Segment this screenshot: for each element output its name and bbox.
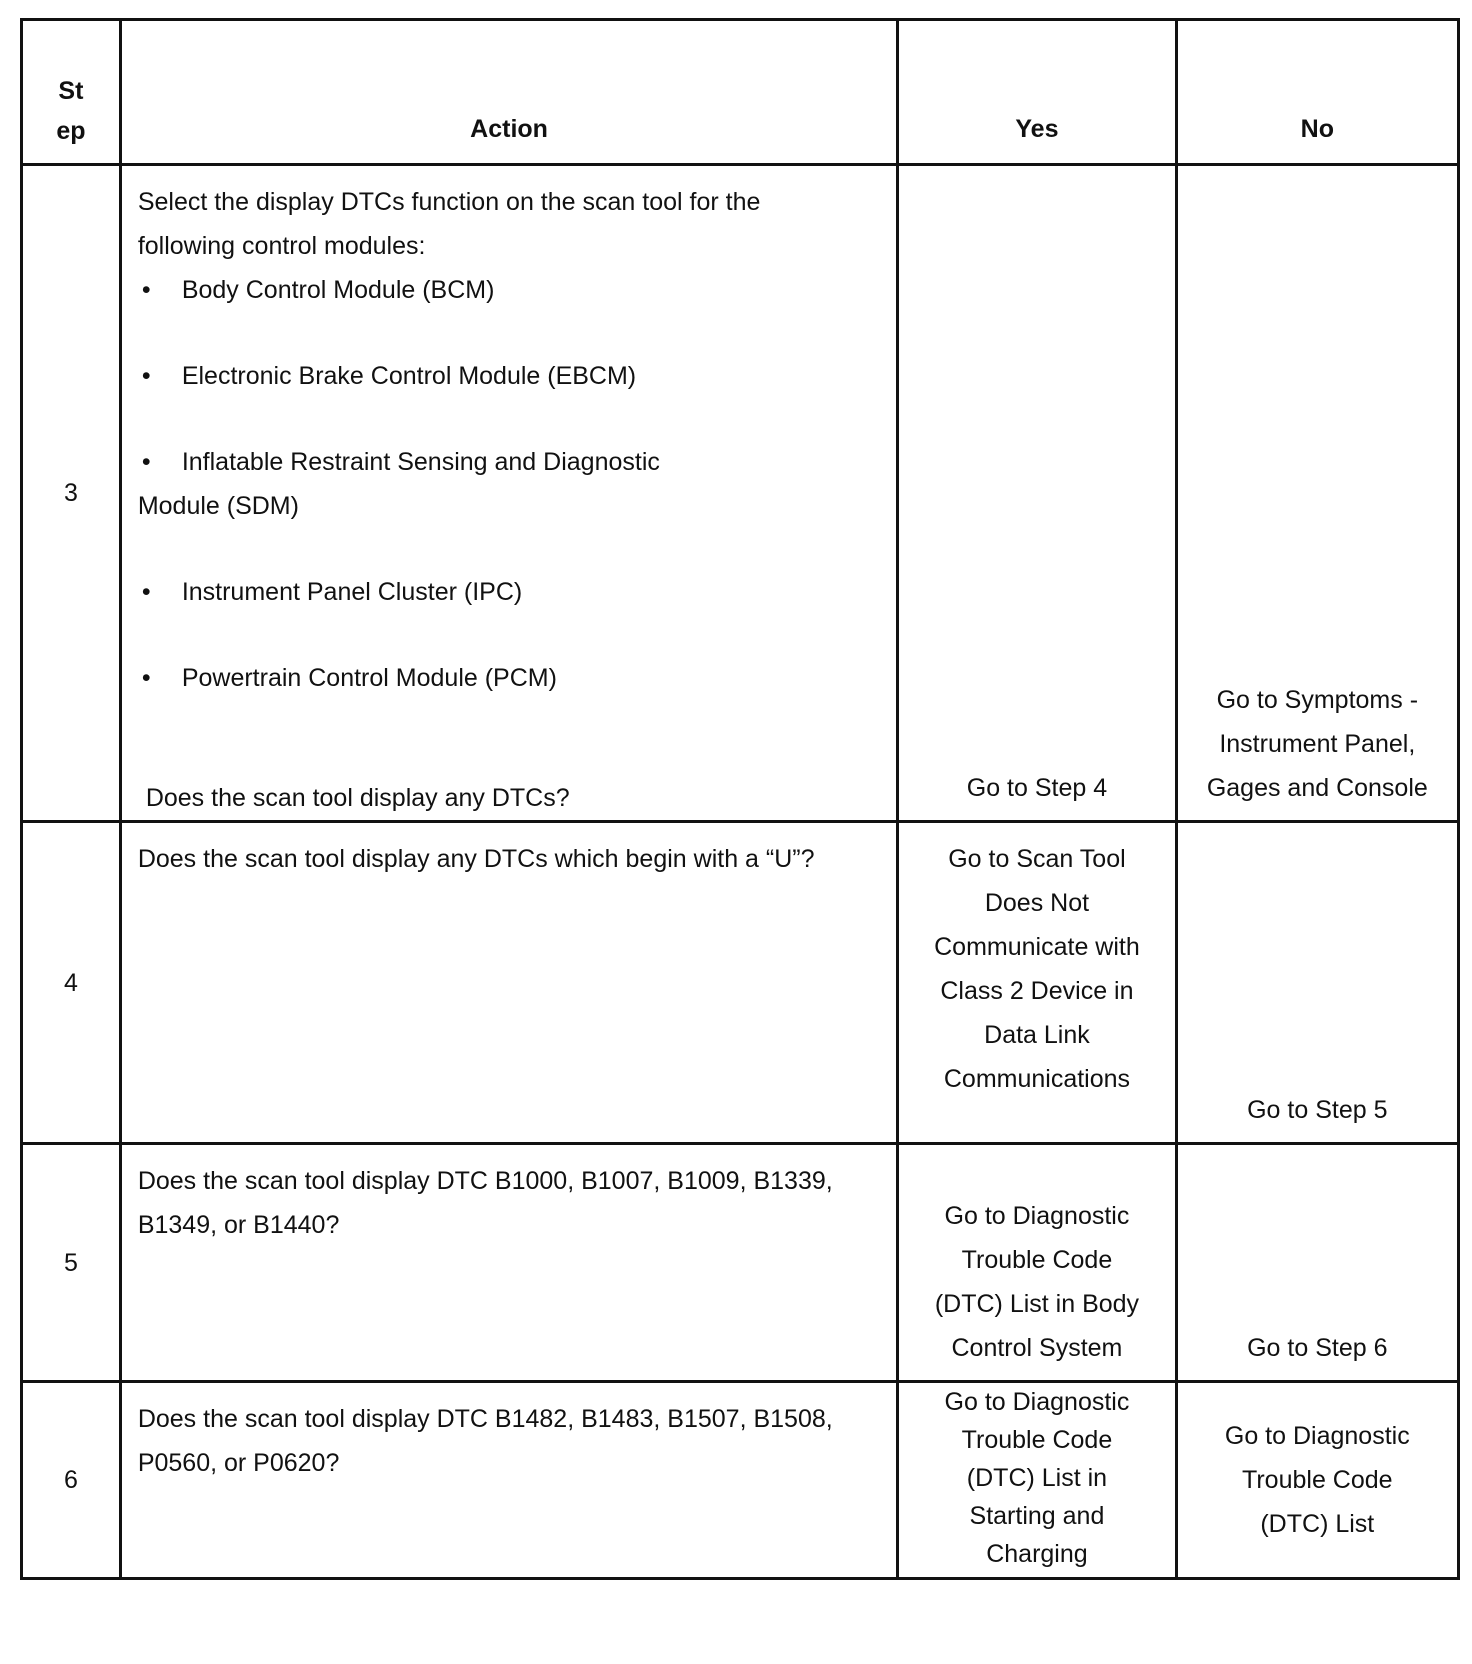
module-label: Instrument Panel Cluster (IPC) xyxy=(181,578,523,606)
no-cell xyxy=(1176,1382,1458,1579)
bullet-icon: • xyxy=(141,276,151,304)
module-label: Inflatable Restraint Sensing and Diagnostic Module (SDM) xyxy=(137,448,660,520)
action-text: Does the scan tool display DTC B1000, B1007, B1009, B1339, B1349, or B1440? xyxy=(137,1167,833,1239)
table-row-step-4 xyxy=(22,822,1459,1144)
action-text: Does the scan tool display any DTCs which begin with a “U”? xyxy=(137,845,815,873)
no-cell xyxy=(1176,165,1458,822)
action-intro: Select the display DTCs function on the scan tool for the following control modules: xyxy=(137,188,761,260)
no-cell xyxy=(1176,1144,1458,1382)
table-row-step-3 xyxy=(22,165,1459,822)
list-item xyxy=(138,656,878,700)
no-link[interactable]: Go to Symptoms - Instrument Panel, Gages and Console xyxy=(1206,686,1428,802)
no-link[interactable]: Go to Step 6 xyxy=(1247,1334,1388,1362)
action-cell xyxy=(120,165,897,822)
step-header-line1: St xyxy=(58,77,84,105)
list-item xyxy=(138,268,878,312)
list-item xyxy=(138,354,878,398)
table-row-step-5 xyxy=(22,1144,1459,1382)
yes-cell xyxy=(898,1382,1176,1579)
yes-cell xyxy=(898,822,1176,1144)
header-row xyxy=(22,20,1459,165)
bullet-icon: • xyxy=(141,362,151,390)
no-header: No xyxy=(1176,20,1458,165)
bullet-icon: • xyxy=(141,578,151,606)
bullet-icon: • xyxy=(141,664,151,692)
module-list xyxy=(138,268,878,700)
step-header-line2: ep xyxy=(56,117,86,145)
step-number: 6 xyxy=(22,1382,121,1579)
yes-link[interactable]: Go to Step 4 xyxy=(966,774,1108,802)
no-link[interactable]: Go to Diagnostic Trouble Code (DTC) List xyxy=(1224,1422,1410,1538)
list-item xyxy=(138,570,878,614)
action-text: Does the scan tool display DTC B1482, B1483, B1507, B1508, P0560, or P0620? xyxy=(137,1405,833,1477)
bullet-icon: • xyxy=(141,448,151,476)
module-label: Body Control Module (BCM) xyxy=(181,276,495,304)
step-header xyxy=(22,20,121,165)
diagnostic-table xyxy=(20,18,1460,1580)
action-cell xyxy=(120,822,897,1144)
step-number: 4 xyxy=(22,822,121,1144)
yes-cell xyxy=(898,165,1176,822)
action-header: Action xyxy=(120,20,897,165)
list-item xyxy=(138,440,698,528)
yes-link[interactable]: Go to Diagnostic Trouble Code (DTC) List in Starting and Charging xyxy=(944,1388,1130,1568)
action-cell xyxy=(120,1382,897,1579)
step-number: 3 xyxy=(22,165,121,822)
yes-cell xyxy=(898,1144,1176,1382)
step-number: 5 xyxy=(22,1144,121,1382)
yes-link[interactable]: Go to Scan Tool Does Not Communicate with Class 2 Device in Data Link Communications xyxy=(934,845,1140,1093)
action-question: Does the scan tool display any DTCs? xyxy=(145,784,570,812)
table-row-step-6 xyxy=(22,1382,1459,1579)
no-cell xyxy=(1176,822,1458,1144)
action-cell xyxy=(120,1144,897,1382)
yes-link[interactable]: Go to Diagnostic Trouble Code (DTC) List in Body Control System xyxy=(934,1202,1140,1362)
module-label: Powertrain Control Module (PCM) xyxy=(181,664,557,692)
yes-header: Yes xyxy=(898,20,1176,165)
no-link[interactable]: Go to Step 5 xyxy=(1247,1096,1388,1124)
module-label: Electronic Brake Control Module (EBCM) xyxy=(181,362,637,390)
